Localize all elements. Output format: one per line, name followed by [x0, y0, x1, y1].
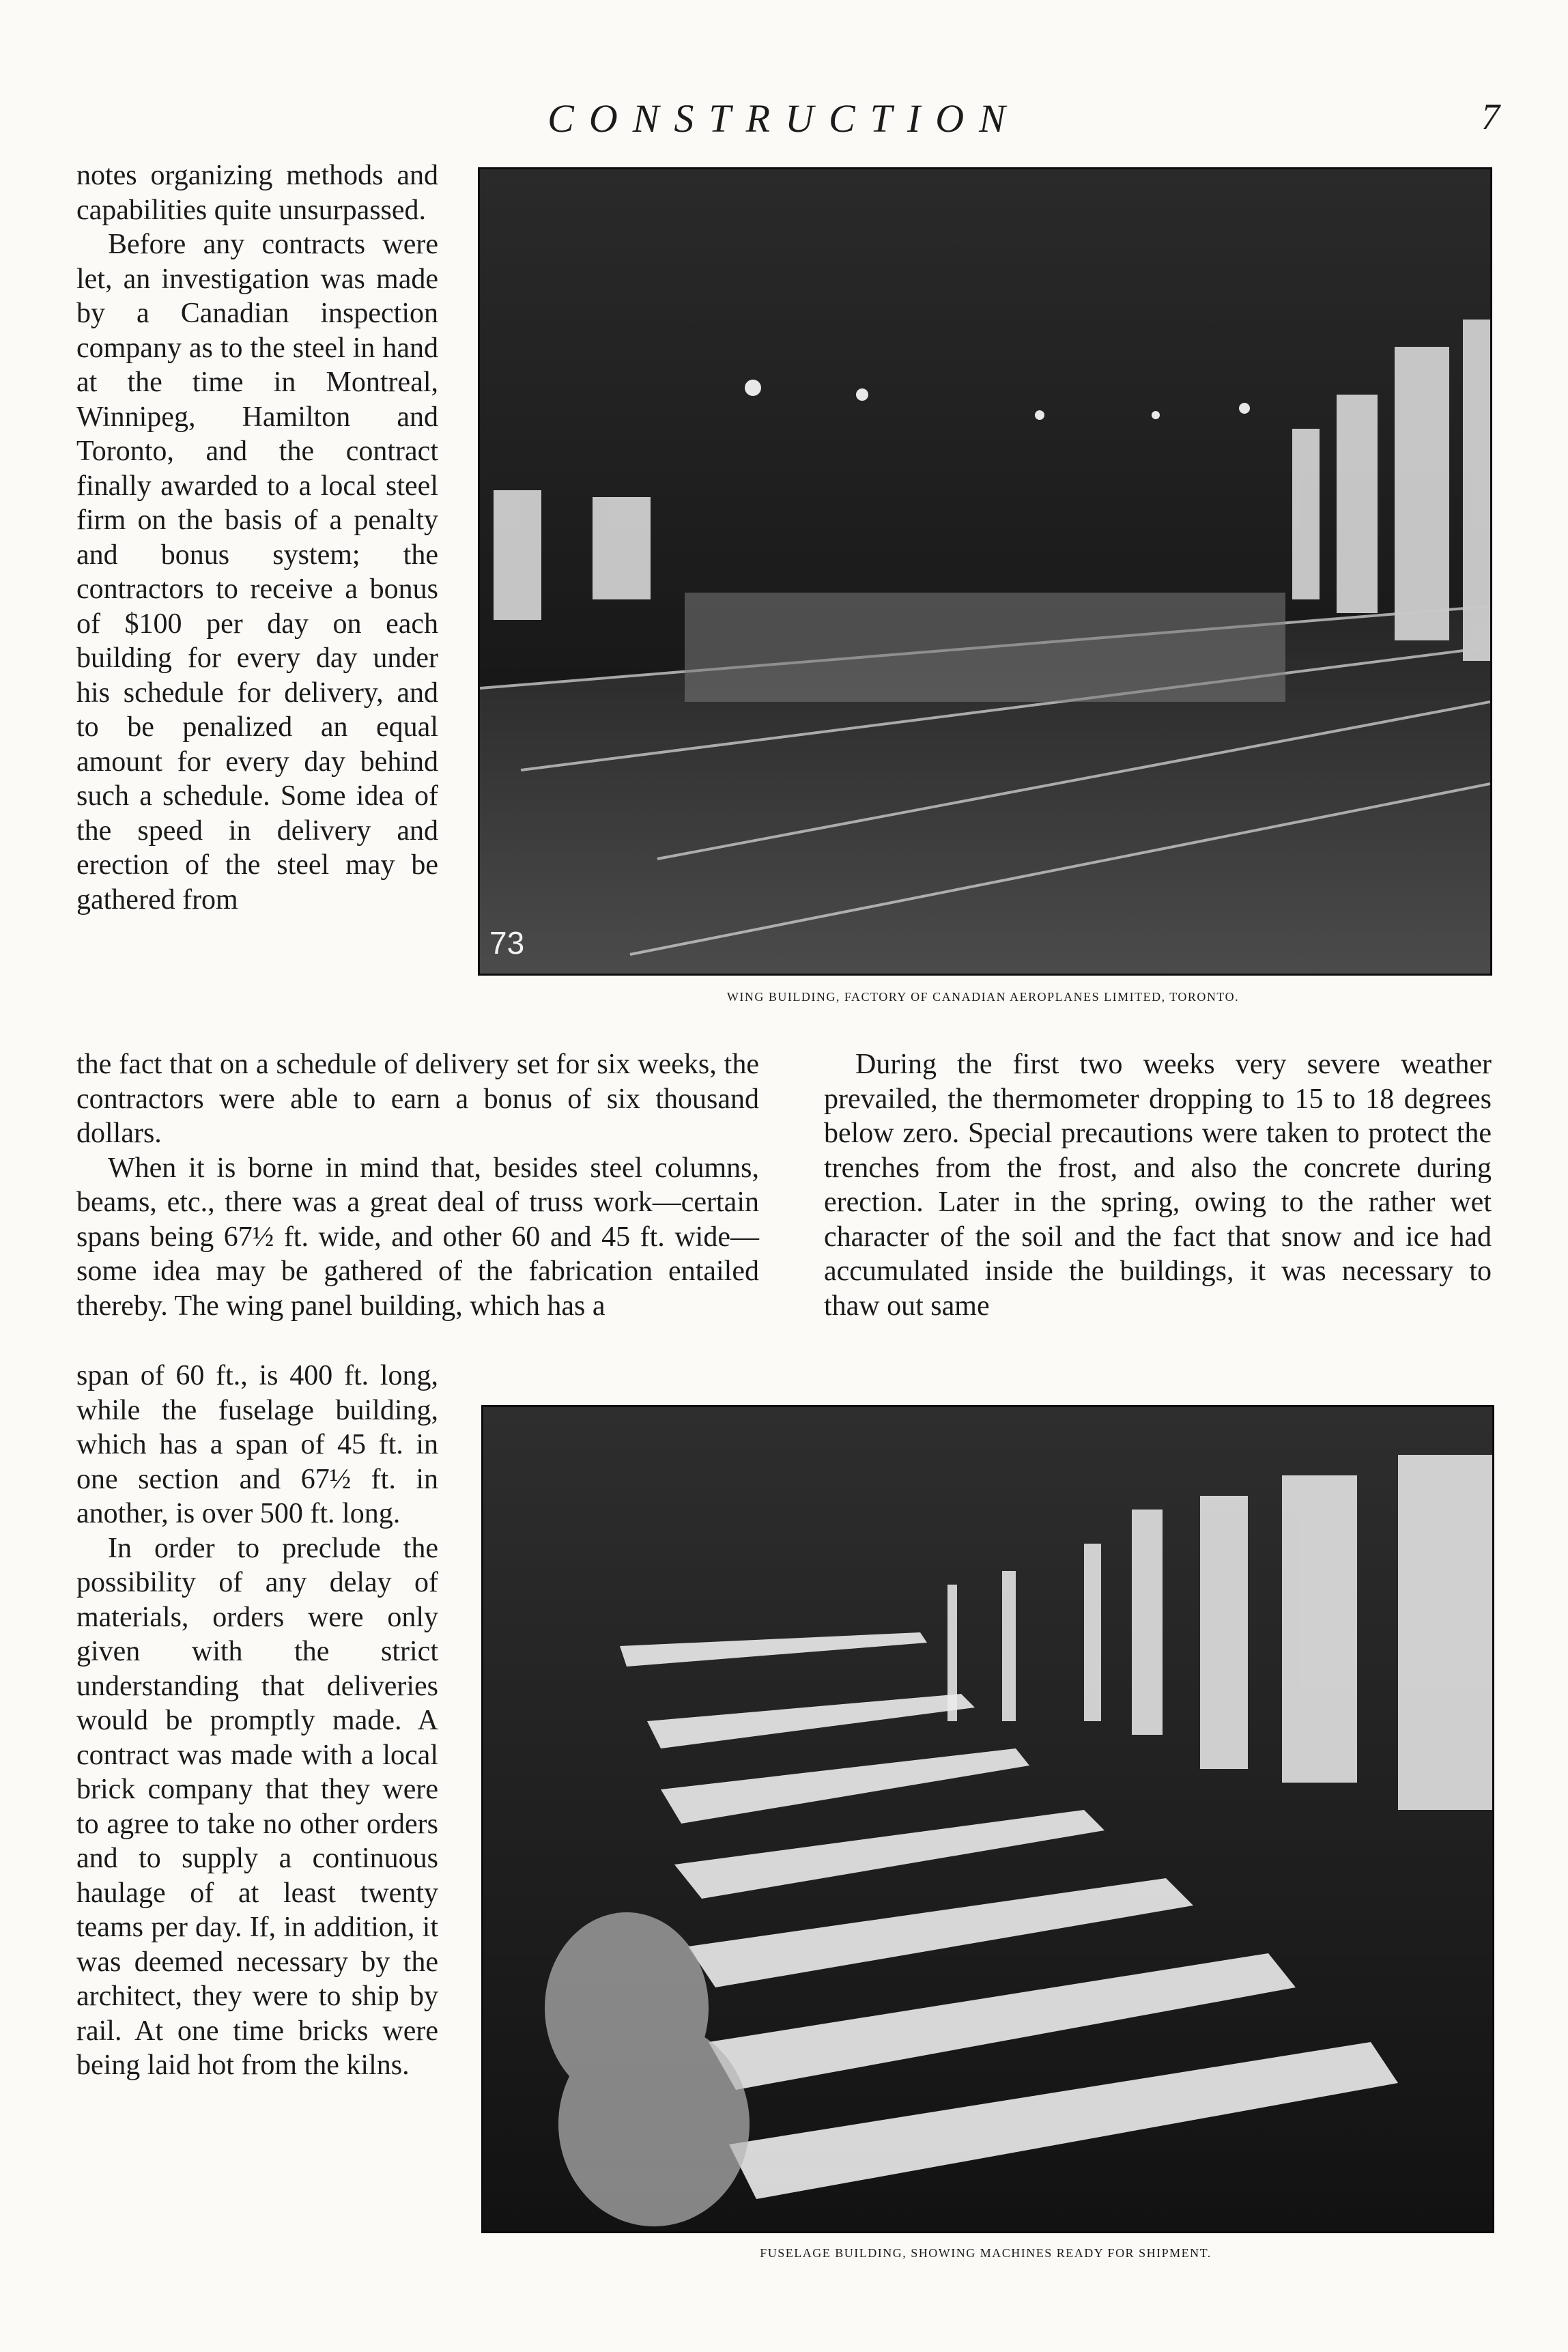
left-column-upper-text: [76, 158, 438, 917]
fuselage-building-photo: [481, 1405, 1494, 2233]
right-column-text: [824, 1047, 1492, 1323]
paragraph: In order to preclude the possibility of any delay of materials, orders were only given with the strict understanding that deliveries would be promptly made. A contract was made with a local brick company that they were to agree to take no other orders and to supply a continuous haulage of at least twenty teams per day. If, in addition, it was deemed necessary by the architect, they were to ship by rail. At one time bricks were being laid hot from the kilns.: [76, 1532, 438, 2081]
paragraph: notes organizing methods and capabilities quite unsurpassed.: [76, 160, 438, 226]
journal-title: CONSTRUCTION: [547, 96, 1021, 141]
page-number: 7: [1481, 96, 1500, 137]
wing-building-illustration: [480, 169, 1490, 974]
paragraph: the fact that on a schedule of delivery set for six weeks, the contractors were able to earn a bonus of six thousand dollars.: [76, 1049, 759, 1149]
wing-building-photo: [478, 167, 1492, 976]
left-column-lower-text: [76, 1359, 438, 2083]
paragraph: span of 60 ft., is 400 ft. long, while the fuselage building, which has a span of 45 ft. in one section and 67½ ft. in another, is over 500 ft. long.: [76, 1360, 438, 1529]
photo-number: 73: [489, 925, 525, 961]
left-column-wide-text: [76, 1047, 759, 1323]
wing-building-caption: WING BUILDING, FACTORY OF CANADIAN AEROPLANES LIMITED, TORONTO.: [726, 990, 1240, 1004]
paragraph: During the first two weeks very severe weather prevailed, the thermometer dropping to 15 to 18 degrees below zero. Special precautions were taken to protect the trenches from the frost, and also the concrete during erection. Later in the spring, owing to the rather wet character of the soil and the fact that snow and ice had accumulated inside the buildings, it was necessary to thaw out same: [824, 1049, 1492, 1322]
fuselage-building-caption: FUSELAGE BUILDING, SHOWING MACHINES READY FOR SHIPMENT.: [760, 2246, 1212, 2260]
paragraph: When it is borne in mind that, besides steel columns, beams, etc., there was a great deal of truss work—certain spans being 67½ ft. wide, and other 60 and 45 ft. wide—some idea may be gathered of the fabrication entailed thereby. The wing panel building, which has a: [76, 1152, 759, 1322]
paragraph: Before any contracts were let, an investigation was made by a Canadian inspection company as to the steel in hand at the time in Montreal, Winnipeg, Hamilton and Toronto, and the contract finally awarded to a local steel firm on the basis of a penalty and bonus system; the contractors to receive a bonus of $100 per day on each building for every day under his schedule for delivery, and to be penalized an equal amount for every day behind such a schedule. Some idea of the speed in delivery and erection of the steel may be gathered from: [76, 229, 438, 916]
fuselage-building-illustration: [483, 1407, 1492, 2231]
